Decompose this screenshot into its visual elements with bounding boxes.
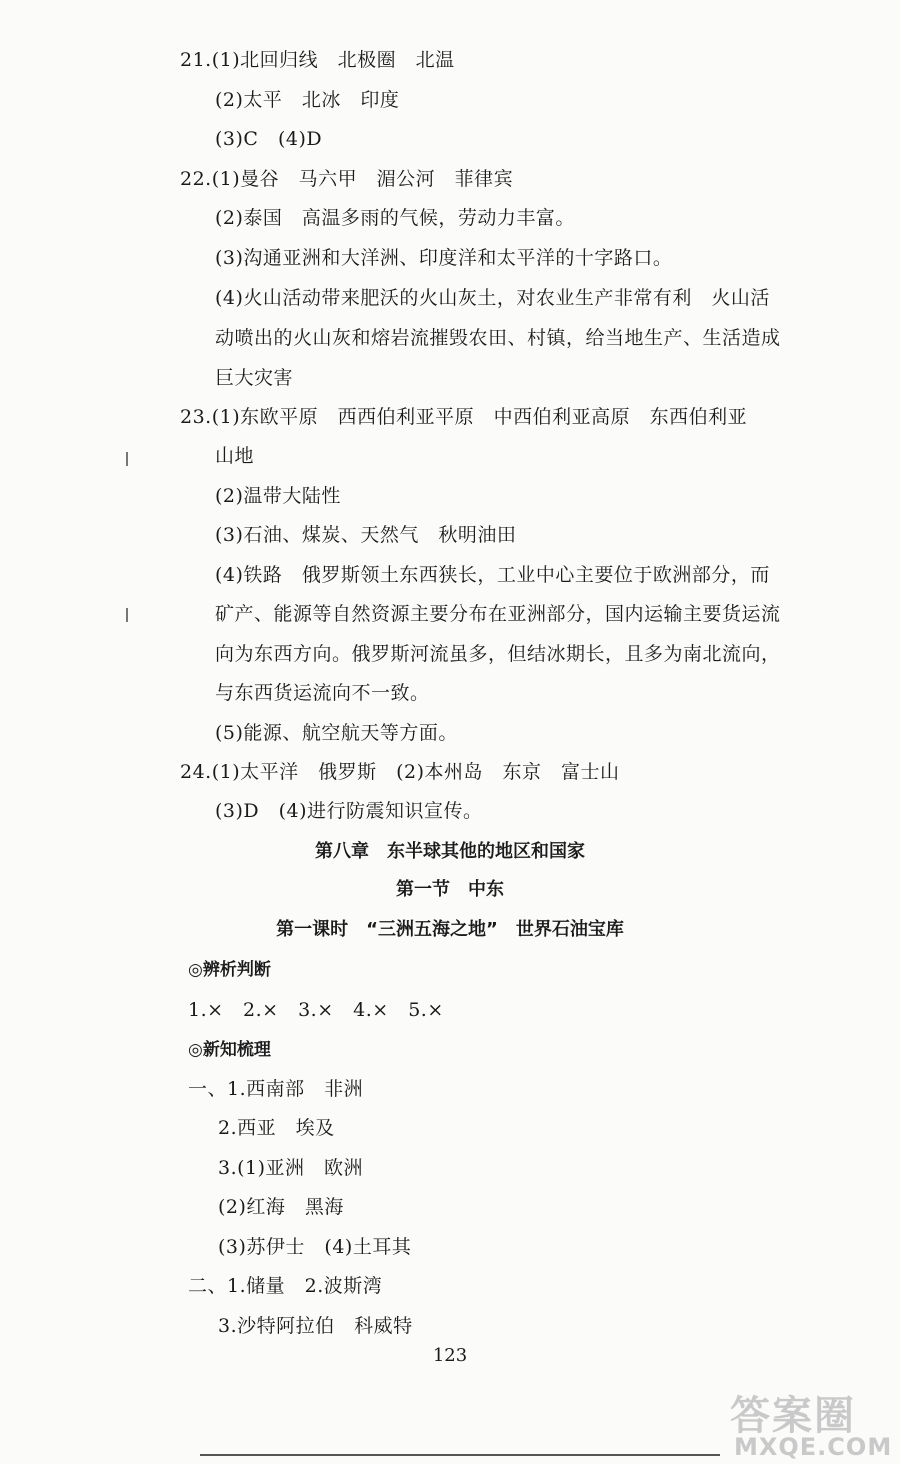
answer-23-1-line2: 山地 xyxy=(215,445,255,467)
answer-24-1: 24.(1)太平洋 俄罗斯 (2)本州岛 东京 富士山 xyxy=(180,761,620,783)
answer-22-3: (3)沟通亚洲和大洋洲、印度洋和太平洋的十字路口。 xyxy=(215,247,673,269)
lesson-title: 第一课时 “三洲五海之地” 世界石油宝库 xyxy=(276,919,624,940)
chapter-title: 第八章 东半球其他的地区和国家 xyxy=(315,841,585,862)
margin-mark xyxy=(126,452,128,466)
review-line: (2)红海 黑海 xyxy=(218,1196,344,1218)
margin-mark xyxy=(126,608,128,622)
judge-answers: 1.× 2.× 3.× 4.× 5.× xyxy=(188,999,444,1021)
review-line: 二、1.储量 2.波斯湾 xyxy=(188,1275,383,1297)
answer-23-4-line4: 与东西货运流向不一致。 xyxy=(215,682,430,704)
review-line: 3.(1)亚洲 欧洲 xyxy=(218,1157,364,1179)
answer-23-5: (5)能源、航空航天等方面。 xyxy=(215,722,458,744)
answer-22-4-line2: 动喷出的火山灰和熔岩流摧毁农田、村镇，给当地生产、生活造成 xyxy=(215,327,781,349)
answer-23-1-line1: 23.(1)东欧平原 西西伯利亚平原 中西伯利亚高原 东西伯利亚 xyxy=(180,406,748,428)
answer-23-4-line3: 向为东西方向。俄罗斯河流虽多，但结冰期长，且多为南北流向， xyxy=(215,643,781,665)
answer-23-2: (2)温带大陆性 xyxy=(215,485,341,507)
answer-22-4-line1: (4)火山活动带来肥沃的火山灰土，对农业生产非常有利 火山活 xyxy=(215,287,770,309)
answer-23-4-line2: 矿产、能源等自然资源主要分布在亚洲部分，国内运输主要货运流 xyxy=(215,603,781,625)
watermark-bottom-text: MXQE.COM xyxy=(734,1433,893,1461)
review-line: (3)苏伊士 (4)土耳其 xyxy=(218,1236,412,1258)
answer-22-4-line3: 巨大灾害 xyxy=(215,367,294,389)
judge-section-label: ◎辨析判断 xyxy=(188,960,271,980)
page-number: 123 xyxy=(432,1345,468,1366)
answer-22-2: (2)泰国 高温多雨的气候，劳动力丰富。 xyxy=(215,207,575,229)
review-line: 2.西亚 埃及 xyxy=(218,1117,335,1139)
review-section-label: ◎新知梳理 xyxy=(188,1040,271,1060)
answer-21-3: (3)C (4)D xyxy=(215,128,323,150)
answer-23-3: (3)石油、煤炭、天然气 秋明油田 xyxy=(215,524,517,546)
answer-23-4-line1: (4)铁路 俄罗斯领土东西狭长，工业中心主要位于欧洲部分，而 xyxy=(215,564,770,586)
review-line: 3.沙特阿拉伯 科威特 xyxy=(218,1315,413,1337)
answer-21-1: 21.(1)北回归线 北极圈 北温 xyxy=(180,49,455,71)
watermark-top-text: 答案圈 xyxy=(730,1393,856,1439)
bottom-rule xyxy=(200,1454,720,1456)
answer-22-1: 22.(1)曼谷 马六甲 湄公河 菲律宾 xyxy=(180,168,514,190)
review-line: 一、1.西南部 非洲 xyxy=(188,1078,364,1100)
watermark-logo xyxy=(724,1394,894,1460)
answer-24-2: (3)D (4)进行防震知识宣传。 xyxy=(215,800,483,822)
section-title: 第一节 中东 xyxy=(396,879,504,900)
answer-21-2: (2)太平 北冰 印度 xyxy=(215,89,400,111)
